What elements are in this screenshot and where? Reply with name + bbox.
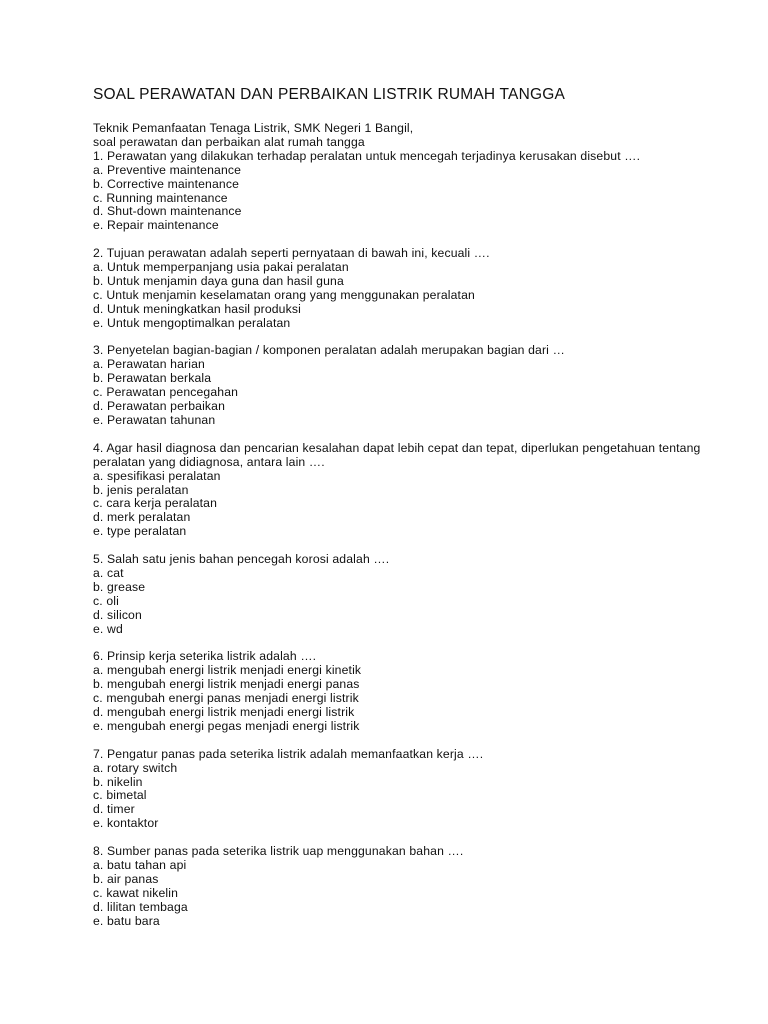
answer-option: a. rotary switch: [93, 760, 178, 775]
question-list: [93, 150, 743, 929]
answer-option: e. wd: [93, 621, 123, 636]
answer-option: c. kawat nikelin: [93, 885, 179, 900]
answer-option: c. mengubah energi panas menjadi energi listrik: [93, 691, 359, 706]
answer-option: c. Running maintenance: [93, 190, 228, 205]
answer-option: c. Perawatan pencegahan: [93, 385, 239, 400]
answer-option: b. Untuk menjamin daya guna dan hasil guna: [93, 273, 344, 288]
answer-option: a. spesifikasi peralatan: [93, 468, 221, 483]
answer-option: e. Perawatan tahunan: [93, 413, 216, 427]
answer-option: c. oli: [93, 593, 119, 608]
question-1: [93, 150, 743, 233]
answer-option: d. timer: [93, 802, 135, 817]
answer-option: b. Corrective maintenance: [93, 176, 240, 191]
question-text: 8. Sumber panas pada seterika listrik uap menggunakan bahan ….: [93, 844, 464, 859]
answer-option: b. nikelin: [93, 774, 143, 789]
answer-option: d. Shut-down maintenance: [93, 204, 242, 219]
answer-option: c. cara kerja peralatan: [93, 496, 218, 511]
answer-option: e. mengubah energi pegas menjadi energi listrik: [93, 718, 360, 733]
intro-line: soal perawatan dan perbaikan alat rumah tangga: [93, 134, 365, 149]
question-5: [93, 553, 743, 636]
answer-option: d. merk peralatan: [93, 510, 191, 525]
answer-option: e. kontaktor: [93, 816, 159, 831]
question-text: 4. Agar hasil diagnosa dan pencarian kesalahan dapat lebih cepat dan tepat, diperlukan pengetahuan tentang peralatan yang didiagnosa, antara lain ….: [93, 440, 701, 469]
document-title: SOAL PERAWATAN DAN PERBAIKAN LISTRIK RUMAH TANGGA: [93, 86, 566, 103]
answer-option: a. mengubah energi listrik menjadi energi kinetik: [93, 663, 362, 678]
question-text: 7. Pengatur panas pada seterika listrik adalah memanfaatkan kerja ….: [93, 746, 484, 761]
question-text: 3. Penyetelan bagian-bagian / komponen peralatan adalah merupakan bagian dari …: [93, 343, 565, 358]
answer-option: d. Untuk meningkatkan hasil produksi: [93, 301, 301, 316]
document-page: [93, 86, 743, 942]
answer-option: a. Preventive maintenance: [93, 162, 242, 177]
answer-option: a. batu tahan api: [93, 857, 187, 872]
question-2: [93, 247, 743, 330]
answer-option: e. Untuk mengoptimalkan peralatan: [93, 315, 291, 330]
answer-option: b. jenis peralatan: [93, 482, 189, 497]
answer-option: e. Repair maintenance: [93, 218, 219, 233]
answer-option: e. batu bara: [93, 913, 160, 928]
answer-option: a. cat: [93, 565, 124, 580]
question-4: [93, 442, 743, 539]
question-text: 5. Salah satu jenis bahan pencegah korosi adalah ….: [93, 552, 390, 567]
question-text: 2. Tujuan perawatan adalah seperti pernyataan di bawah ini, kecuali ….: [93, 246, 490, 261]
question-8: [93, 845, 743, 928]
answer-option: a. Perawatan harian: [93, 357, 205, 372]
question-6: [93, 650, 743, 733]
answer-option: d. silicon: [93, 607, 142, 622]
answer-option: c. bimetal: [93, 788, 147, 803]
answer-option: b. Perawatan berkala: [93, 371, 212, 386]
question-text: 1. Perawatan yang dilakukan terhadap peralatan untuk mencegah terjadinya kerusakan disebut ….: [93, 148, 641, 163]
answer-option: e. type peralatan: [93, 524, 187, 539]
question-3: [93, 344, 743, 427]
answer-option: a. Untuk memperpanjang usia pakai peralatan: [93, 260, 349, 275]
intro-line: Teknik Pemanfaatan Tenaga Listrik, SMK Negeri 1 Bangil,: [93, 121, 414, 135]
answer-option: c. Untuk menjamin keselamatan orang yang menggunakan peralatan: [93, 287, 475, 302]
document-intro: [93, 122, 743, 150]
answer-option: b. air panas: [93, 871, 159, 886]
answer-option: d. lilitan tembaga: [93, 899, 188, 914]
answer-option: d. Perawatan perbaikan: [93, 399, 226, 414]
answer-option: d. mengubah energi listrik menjadi energi listrik: [93, 704, 355, 719]
question-text: 6. Prinsip kerja seterika listrik adalah ….: [93, 649, 317, 664]
question-7: [93, 748, 743, 831]
answer-option: b. mengubah energi listrik menjadi energi panas: [93, 677, 360, 692]
answer-option: b. grease: [93, 579, 146, 594]
